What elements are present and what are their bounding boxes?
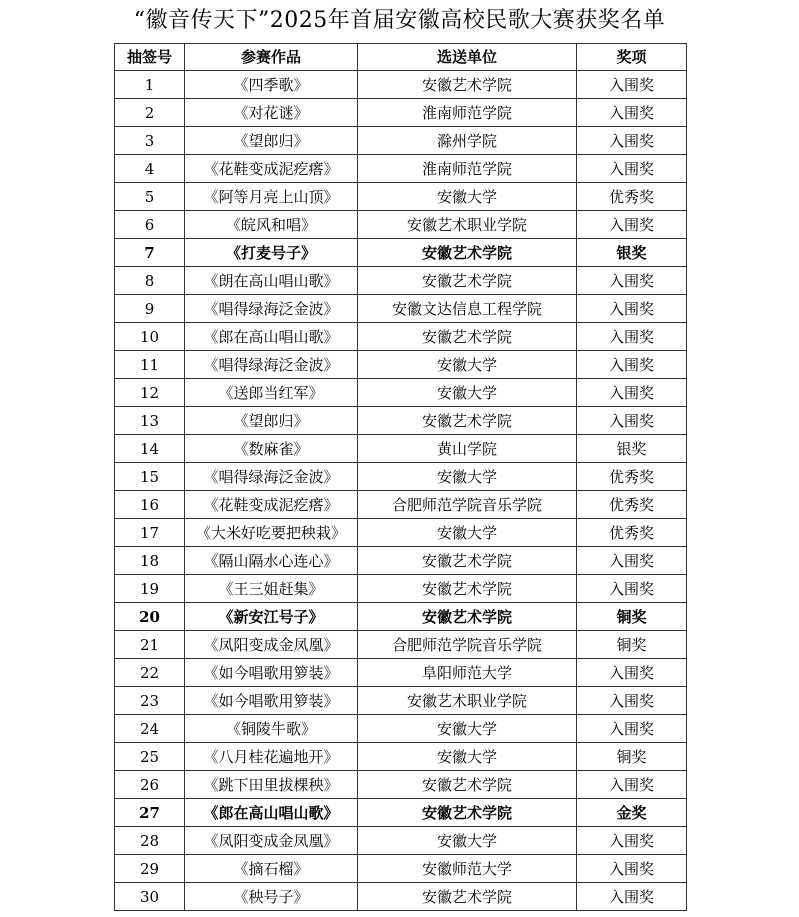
submitting-unit-cell: 淮南师范学院 [358,155,577,183]
table-row [115,547,687,575]
entry-work-cell: 《如今唱歌用箩装》 [185,687,358,715]
table-row [115,407,687,435]
table-row [115,127,687,155]
table-row [115,71,687,99]
draw-number-cell: 6 [115,211,185,239]
draw-number-cell: 24 [115,715,185,743]
table-row [115,267,687,295]
entry-work-cell: 《望郎归》 [185,127,358,155]
draw-number-cell: 30 [115,883,185,911]
submitting-unit-cell: 安徽大学 [358,715,577,743]
entry-work-cell: 《望郎归》 [185,407,358,435]
award-cell: 入围奖 [577,351,687,379]
submitting-unit-cell: 安徽大学 [358,351,577,379]
award-cell: 银奖 [577,435,687,463]
submitting-unit-cell: 滁州学院 [358,127,577,155]
submitting-unit-cell: 安徽艺术学院 [358,547,577,575]
header-submitting-unit: 选送单位 [358,44,577,71]
submitting-unit-cell: 安徽大学 [358,379,577,407]
table-body [115,71,687,911]
award-cell: 铜奖 [577,631,687,659]
draw-number-cell: 3 [115,127,185,155]
submitting-unit-cell: 安徽大学 [358,743,577,771]
entry-work-cell: 《隔山隔水心连心》 [185,547,358,575]
entry-work-cell: 《四季歌》 [185,71,358,99]
submitting-unit-cell: 安徽艺术学院 [358,799,577,827]
table-row [115,435,687,463]
award-cell: 入围奖 [577,379,687,407]
submitting-unit-cell: 安徽艺术学院 [358,575,577,603]
table-row [115,463,687,491]
table-row [115,855,687,883]
entry-work-cell: 《唱得绿海泛金波》 [185,295,358,323]
submitting-unit-cell: 安徽艺术学院 [358,71,577,99]
award-cell: 银奖 [577,239,687,267]
draw-number-cell: 27 [115,799,185,827]
table-row [115,323,687,351]
draw-number-cell: 13 [115,407,185,435]
award-cell: 入围奖 [577,575,687,603]
draw-number-cell: 19 [115,575,185,603]
award-cell: 金奖 [577,799,687,827]
entry-work-cell: 《唱得绿海泛金波》 [185,351,358,379]
draw-number-cell: 4 [115,155,185,183]
award-cell: 优秀奖 [577,183,687,211]
draw-number-cell: 8 [115,267,185,295]
table-row [115,183,687,211]
table-row [115,771,687,799]
entry-work-cell: 《凤阳变成金凤凰》 [185,631,358,659]
entry-work-cell: 《阿等月亮上山顶》 [185,183,358,211]
draw-number-cell: 20 [115,603,185,631]
table-row [115,155,687,183]
entry-work-cell: 《数麻雀》 [185,435,358,463]
submitting-unit-cell: 淮南师范学院 [358,99,577,127]
table-row [115,351,687,379]
entry-work-cell: 《唱得绿海泛金波》 [185,463,358,491]
draw-number-cell: 5 [115,183,185,211]
award-cell: 入围奖 [577,127,687,155]
header-draw-number: 抽签号 [115,44,185,71]
submitting-unit-cell: 安徽艺术学院 [358,407,577,435]
award-cell: 入围奖 [577,267,687,295]
submitting-unit-cell: 安徽艺术职业学院 [358,211,577,239]
draw-number-cell: 28 [115,827,185,855]
award-cell: 入围奖 [577,71,687,99]
award-cell: 入围奖 [577,715,687,743]
draw-number-cell: 22 [115,659,185,687]
entry-work-cell: 《郎在高山唱山歌》 [185,323,358,351]
award-cell: 入围奖 [577,883,687,911]
award-cell: 铜奖 [577,603,687,631]
draw-number-cell: 26 [115,771,185,799]
entry-work-cell: 《对花谜》 [185,99,358,127]
entry-work-cell: 《郎在高山唱山歌》 [185,799,358,827]
submitting-unit-cell: 安徽艺术职业学院 [358,687,577,715]
award-cell: 优秀奖 [577,463,687,491]
entry-work-cell: 《跳下田里拔棵秧》 [185,771,358,799]
draw-number-cell: 17 [115,519,185,547]
entry-work-cell: 《秧号子》 [185,883,358,911]
draw-number-cell: 21 [115,631,185,659]
entry-work-cell: 《新安江号子》 [185,603,358,631]
draw-number-cell: 12 [115,379,185,407]
submitting-unit-cell: 合肥师范学院音乐学院 [358,491,577,519]
award-cell: 入围奖 [577,855,687,883]
award-cell: 入围奖 [577,407,687,435]
draw-number-cell: 16 [115,491,185,519]
award-cell: 入围奖 [577,323,687,351]
draw-number-cell: 2 [115,99,185,127]
award-cell: 铜奖 [577,743,687,771]
award-cell: 入围奖 [577,295,687,323]
table-row [115,519,687,547]
draw-number-cell: 18 [115,547,185,575]
entry-work-cell: 《如今唱歌用箩装》 [185,659,358,687]
table-row [115,659,687,687]
submitting-unit-cell: 合肥师范学院音乐学院 [358,631,577,659]
table-row [115,295,687,323]
award-cell: 入围奖 [577,155,687,183]
table-row [115,379,687,407]
draw-number-cell: 7 [115,239,185,267]
entry-work-cell: 《送郎当红军》 [185,379,358,407]
table-row [115,799,687,827]
entry-work-cell: 《花鞋变成泥疙瘩》 [185,491,358,519]
entry-work-cell: 《王三姐赶集》 [185,575,358,603]
entry-work-cell: 《八月桂花遍地开》 [185,743,358,771]
submitting-unit-cell: 安徽大学 [358,519,577,547]
entry-work-cell: 《凤阳变成金凤凰》 [185,827,358,855]
award-cell: 入围奖 [577,659,687,687]
draw-number-cell: 15 [115,463,185,491]
table-row [115,631,687,659]
draw-number-cell: 25 [115,743,185,771]
draw-number-cell: 10 [115,323,185,351]
award-cell: 入围奖 [577,547,687,575]
table-row [115,239,687,267]
award-table [114,43,687,911]
entry-work-cell: 《摘石榴》 [185,855,358,883]
award-cell: 入围奖 [577,99,687,127]
table-row [115,743,687,771]
draw-number-cell: 29 [115,855,185,883]
table-row [115,211,687,239]
submitting-unit-cell: 安徽文达信息工程学院 [358,295,577,323]
submitting-unit-cell: 安徽艺术学院 [358,239,577,267]
draw-number-cell: 11 [115,351,185,379]
award-cell: 优秀奖 [577,519,687,547]
submitting-unit-cell: 安徽艺术学院 [358,267,577,295]
table-row [115,715,687,743]
award-cell: 入围奖 [577,827,687,855]
draw-number-cell: 23 [115,687,185,715]
draw-number-cell: 9 [115,295,185,323]
draw-number-cell: 1 [115,71,185,99]
entry-work-cell: 《打麦号子》 [185,239,358,267]
page-title: “徽音传天下”2025年首届安徽高校民歌大赛获奖名单 [133,8,666,33]
table-row [115,99,687,127]
award-cell: 入围奖 [577,211,687,239]
table-row [115,687,687,715]
entry-work-cell: 《朗在高山唱山歌》 [185,267,358,295]
submitting-unit-cell: 安徽艺术学院 [358,771,577,799]
entry-work-cell: 《皖风和唱》 [185,211,358,239]
table-row [115,575,687,603]
submitting-unit-cell: 黄山学院 [358,435,577,463]
submitting-unit-cell: 安徽大学 [358,827,577,855]
table-row [115,603,687,631]
submitting-unit-cell: 安徽艺术学院 [358,323,577,351]
award-cell: 入围奖 [577,687,687,715]
submitting-unit-cell: 安徽大学 [358,463,577,491]
submitting-unit-cell: 安徽艺术学院 [358,603,577,631]
draw-number-cell: 14 [115,435,185,463]
award-cell: 入围奖 [577,771,687,799]
table-row [115,883,687,911]
table-row [115,491,687,519]
entry-work-cell: 《大米好吃要把秧栽》 [185,519,358,547]
header-award: 奖项 [577,44,687,71]
submitting-unit-cell: 安徽艺术学院 [358,883,577,911]
entry-work-cell: 《铜陵牛歌》 [185,715,358,743]
entry-work-cell: 《花鞋变成泥疙瘩》 [185,155,358,183]
award-cell: 优秀奖 [577,491,687,519]
submitting-unit-cell: 安徽大学 [358,183,577,211]
submitting-unit-cell: 阜阳师范大学 [358,659,577,687]
header-entry-work: 参赛作品 [185,44,358,71]
table-row [115,827,687,855]
submitting-unit-cell: 安徽师范大学 [358,855,577,883]
table-header-row [115,44,687,71]
